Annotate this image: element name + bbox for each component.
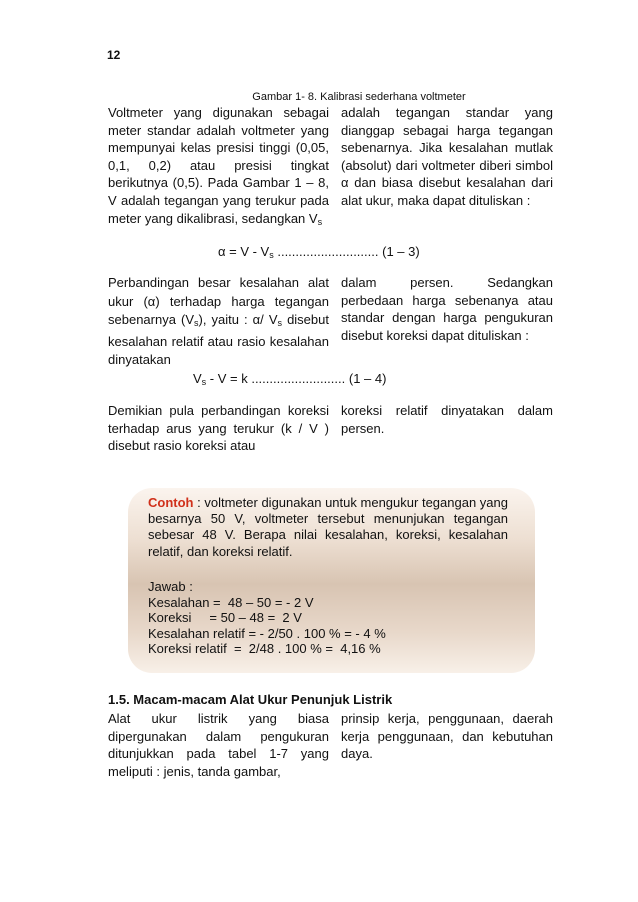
- example-text: : voltmeter digunakan untuk mengukur tegangan yang besarnya 50 V, voltmeter tersebut menunjukan tegangan sebesar 48 V. Berapa nilai kesalahan, koreksi, kesalahan relatif, dan koreksi relatif.: [148, 495, 508, 559]
- equation-1-3: [218, 244, 420, 260]
- example-answer: [148, 579, 508, 657]
- section-heading: 1.5. Macam-macam Alat Ukur Penunjuk Listrik: [108, 692, 393, 707]
- text-span: disebut kesalahan relatif atau rasio kesalahan dinyatakan: [108, 312, 329, 367]
- text-span: Voltmeter yang digunakan sebagai meter standar adalah voltmeter yang mempunyai kelas presisi tinggi (0,05, 0,1, 0,2) atau presisi tingkat berikutnya (0,5). Pada Gambar 1 – 8, V adalah tegangan yang terukur pada meter yang dikalibrasi, sedangkan V: [108, 105, 329, 226]
- eq-dots: ............................: [273, 244, 379, 259]
- subscript: s: [194, 318, 199, 328]
- paragraph-voltmeter-standard: [108, 104, 329, 231]
- figure-caption: Gambar 1- 8. Kalibrasi sederhana voltmeter: [252, 91, 466, 103]
- subscript: s: [277, 318, 283, 328]
- equation-1-4: [193, 371, 386, 387]
- answer-title: Jawab :: [148, 579, 193, 594]
- paragraph-correction: dalam persen. Sedangkan perbedaan harga sebenanya atau standar dengan harga pengukuran disebut koreksi dapat dituliskan :: [341, 275, 553, 343]
- eq-number: (1 – 4): [348, 371, 387, 386]
- answer-line: Koreksi = 50 – 48 = 2 V: [148, 610, 302, 626]
- answer-line: Kesalahan relatif = - 2/50 . 100 % = - 4 %: [148, 625, 386, 641]
- example-label: Contoh: [148, 495, 194, 510]
- answer-line: Kesalahan = 48 – 50 = - 2 V: [148, 594, 314, 610]
- subscript: s: [317, 216, 323, 227]
- page-number: 12: [107, 48, 121, 62]
- eq-subscript: s: [201, 377, 207, 387]
- eq-lhs: α = V - V: [218, 244, 270, 259]
- eq-number: (1 – 3): [382, 244, 420, 259]
- text-span: Perbandingan besar kesalahan alat ukur (α) terhadap harga tegangan sebenarnya (V: [108, 275, 329, 327]
- eq-dots: ..........................: [247, 371, 346, 386]
- eq-subscript: s: [269, 250, 274, 260]
- section-paragraph-right: prinsip kerja, penggunaan, daerah kerja penggunaan, dan kebutuhan daya.: [341, 711, 553, 762]
- section-paragraph-left: Alat ukur listrik yang biasa dipergunakan dalam pengukuran ditunjukkan pada tabel 1-7 yang meliputi : jenis, tanda gambar,: [108, 711, 329, 779]
- paragraph-error-definition: adalah tegangan standar yang dianggap sebagai harga tegangan sebenarnya. Jika kesalahan mutlak (absolut) dari voltmeter diberi simbol α dan biasa disebut kesalahan dari alat ukur, maka dapat dituliskan :: [341, 105, 553, 208]
- paragraph-relative-correction: koreksi relatif dinyatakan dalam persen.: [341, 403, 553, 436]
- paragraph-relative-error: [108, 274, 329, 370]
- eq-v: V: [193, 371, 202, 386]
- answer-line: Koreksi relatif = 2/48 . 100 % = 4,16 %: [148, 641, 381, 657]
- eq-rhs: - V = k: [206, 371, 248, 386]
- paragraph-correction-ratio: Demikian pula perbandingan koreksi terhadap arus yang terukur (k / V ) disebut rasio koreksi atau: [108, 403, 329, 454]
- text-span: ), yaitu : α/ V: [198, 312, 278, 327]
- example-question: [148, 495, 508, 560]
